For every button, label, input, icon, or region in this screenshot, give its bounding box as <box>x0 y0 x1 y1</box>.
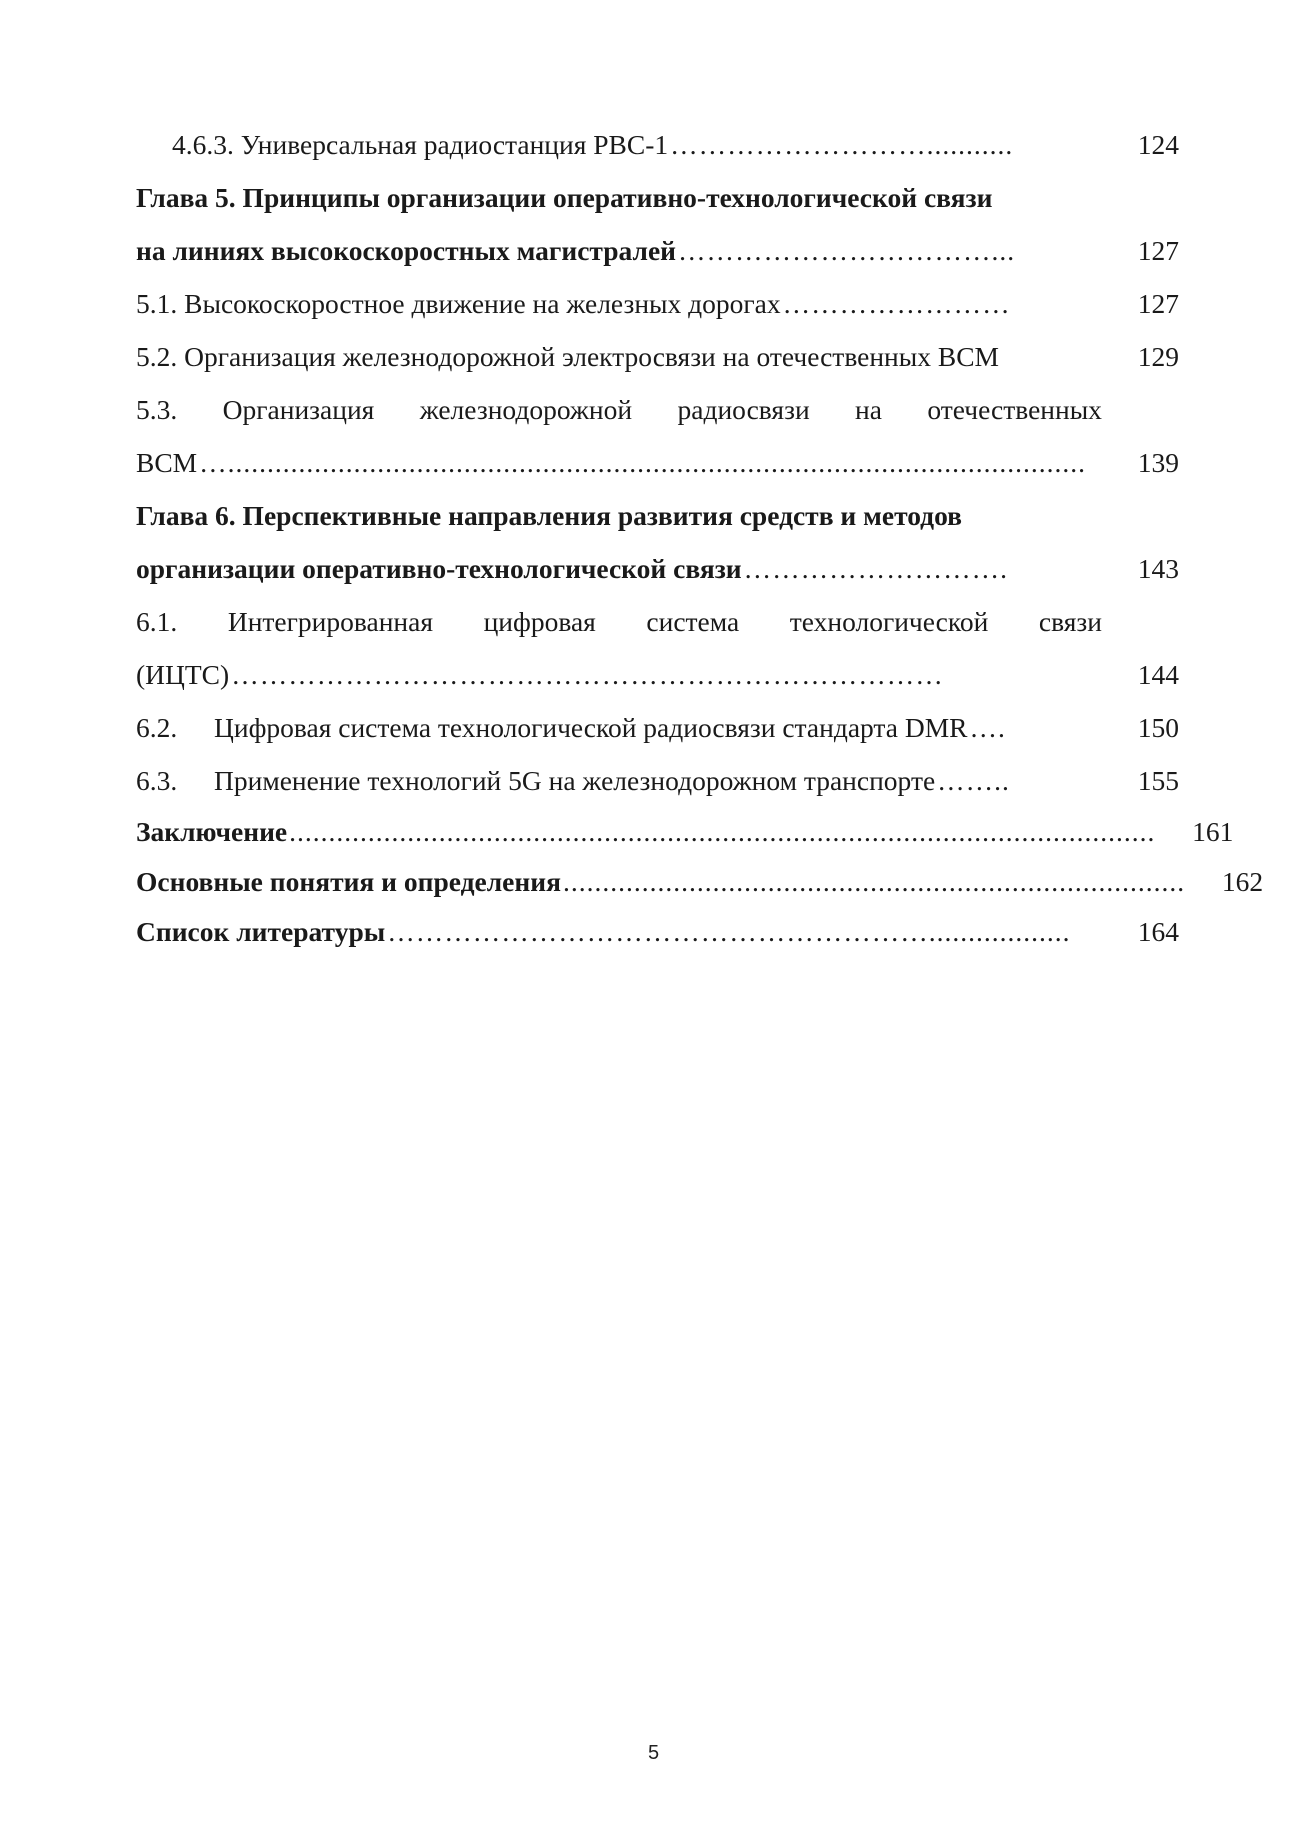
toc-entry-title: Глава 6. Перспективные направления развития средств и методов <box>136 500 963 531</box>
toc-references[interactable] <box>136 907 1179 957</box>
toc-page-number: 144 <box>1137 659 1179 690</box>
toc-entry-5-2[interactable] <box>136 330 1179 383</box>
toc-page-number: 129 <box>1137 341 1179 372</box>
toc-page-number: 161 <box>1192 816 1234 847</box>
toc-entry-title: Цифровая система технологической радиосвязи стандарта DMR <box>214 712 968 743</box>
toc-chapter-5[interactable] <box>136 224 1179 277</box>
toc-entry-number: 6.3. <box>136 765 178 796</box>
toc-page-number: 124 <box>1137 129 1179 160</box>
toc-entry-title: Глава 5. Принципы организации оперативно-технологической связи <box>136 182 993 213</box>
toc-entry-6-1-line1[interactable] <box>136 595 1179 648</box>
toc-entry-title: 6.1. Интегрированная цифровая система технологической связи <box>136 606 1102 637</box>
toc-leader-dots: .............................................................................................................. <box>289 816 1156 847</box>
toc-page-number: 127 <box>1137 288 1179 319</box>
toc-entry-4-6-3[interactable] <box>136 118 1179 171</box>
toc-leader-dots: ………………………………………………….................. <box>387 916 1071 947</box>
toc-entry-5-1[interactable] <box>136 277 1179 330</box>
toc-entry-6-3[interactable] <box>136 754 1179 807</box>
toc-entry-title: Основные понятия и определения <box>136 866 561 897</box>
toc-leader-dots: ............................................................................... <box>562 866 1186 897</box>
toc-leader-dots: …………………… <box>782 288 1011 319</box>
table-of-contents <box>136 118 1264 957</box>
page-number: 5 <box>647 1742 660 1764</box>
toc-page-number: 155 <box>1137 765 1179 796</box>
toc-entry-title: ВСМ <box>136 447 198 478</box>
toc-entry-title: (ИЦТС) <box>136 659 230 690</box>
toc-chapter-5-heading[interactable] <box>136 171 1179 224</box>
toc-entry-title: организации оперативно-технологической связи <box>136 553 742 584</box>
toc-entry-number: 6.2. <box>136 712 178 743</box>
toc-page-number: 150 <box>1137 712 1179 743</box>
toc-leader-dots: ……………………………... <box>678 235 1016 266</box>
toc-leader-dots: ………………………………………………………………… <box>231 659 944 690</box>
toc-entry-title: Применение технологий 5G на железнодорожном транспорте <box>214 765 936 796</box>
toc-glossary[interactable] <box>136 857 1264 907</box>
toc-entry-title: 5.3. Организация железнодорожной радиосвязи на отечественных <box>136 394 1102 425</box>
toc-chapter-6-heading[interactable] <box>136 489 1179 542</box>
toc-page-number: 143 <box>1137 553 1179 584</box>
toc-page-number: 164 <box>1137 916 1179 947</box>
toc-entry-6-2[interactable] <box>136 701 1179 754</box>
toc-entry-6-1-line2[interactable] <box>136 648 1179 701</box>
toc-leader-dots: …….. <box>937 765 1010 796</box>
toc-page-number: 139 <box>1137 447 1179 478</box>
toc-entry-5-3-line1[interactable] <box>136 383 1179 436</box>
toc-leader-dots: ………………………. <box>743 553 1008 584</box>
toc-page-number: 162 <box>1221 866 1264 897</box>
toc-entry-title: 5.2. Организация железнодорожной электросвязи на отечественных ВСМ <box>136 341 1000 372</box>
toc-page-number: 127 <box>1137 235 1179 266</box>
toc-entry-title: на линиях высокоскоростных магистралей <box>136 235 677 266</box>
toc-leader-dots: …............................................................................................................. <box>199 447 1087 478</box>
toc-entry-title: 5.1. Высокоскоростное движение на железных дорогах <box>136 288 781 319</box>
toc-conclusion[interactable] <box>136 807 1234 857</box>
toc-entry-title: 4.6.3. Универсальная радиостанция РВС-1 <box>172 129 669 160</box>
toc-leader-dots: …. <box>969 712 1006 743</box>
toc-entry-title: Заключение <box>136 816 288 847</box>
toc-entry-5-3-line2[interactable] <box>136 436 1179 489</box>
toc-leader-dots: ………………………........... <box>670 129 1014 160</box>
toc-chapter-6[interactable] <box>136 542 1179 595</box>
toc-entry-title: Список литературы <box>136 916 386 947</box>
